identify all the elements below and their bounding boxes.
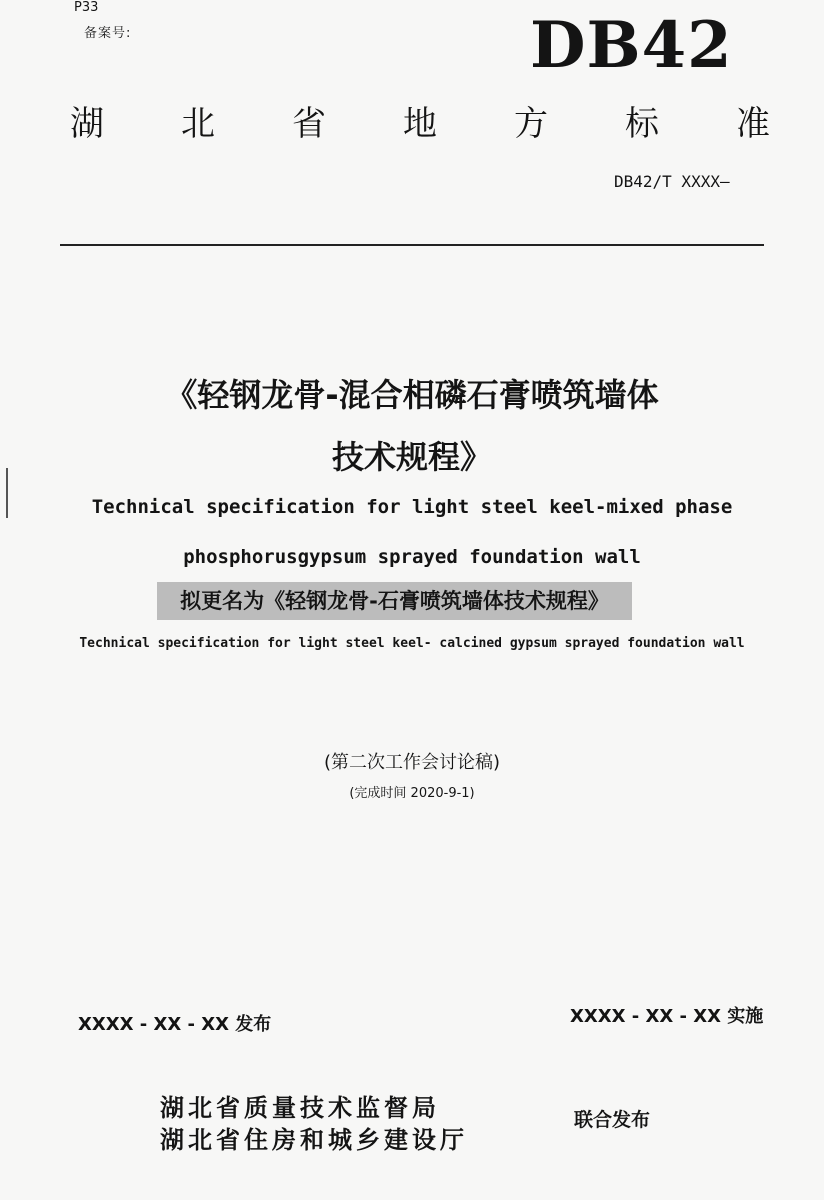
proposed-rename-chinese: 拟更名为《轻钢龙骨-石膏喷筑墙体技术规程》 [157, 582, 632, 620]
title-chinese-line-2: 技术规程》 [331, 438, 492, 476]
standard-type-char: 方 [514, 104, 548, 144]
standard-number: DB42/T XXXX— [614, 172, 730, 191]
standard-type-char: 北 [181, 104, 215, 144]
header-divider [60, 244, 764, 246]
implementation-date: XXXX - XX - XX 实施 [570, 1006, 764, 1027]
completion-date: (完成时间 2020-9-1) [349, 786, 475, 801]
issuer-1: 湖北省质量技术监督局 [160, 1094, 440, 1122]
title-english-line-2: phosphorusgypsum sprayed foundation wall [183, 546, 641, 568]
title-english-line-1: Technical specification for light steel keel-mixed phase [91, 496, 733, 518]
standard-type-heading [70, 96, 770, 145]
standard-code: DB42 [530, 8, 733, 83]
record-number-label: 备案号: [84, 26, 132, 41]
standard-type-char: 省 [292, 104, 326, 144]
title-chinese-line-1: 《轻钢龙骨-混合相磷石膏喷筑墙体 [165, 376, 659, 414]
joint-issue-label: 联合发布 [574, 1109, 651, 1131]
standard-type-char: 湖 [70, 104, 104, 144]
standard-type-char: 准 [736, 104, 770, 144]
proposed-rename-english: Technical specification for light steel keel- calcined gypsum sprayed foundation wall [79, 636, 745, 651]
issue-date: XXXX - XX - XX 发布 [78, 1014, 272, 1035]
issuer-2: 湖北省住房和城乡建设厅 [160, 1126, 468, 1154]
draft-note: (第二次工作会讨论稿) [323, 752, 501, 773]
standard-type-char: 标 [625, 104, 659, 144]
classification-code: P33 [74, 0, 99, 15]
standard-type-char: 地 [403, 104, 437, 144]
